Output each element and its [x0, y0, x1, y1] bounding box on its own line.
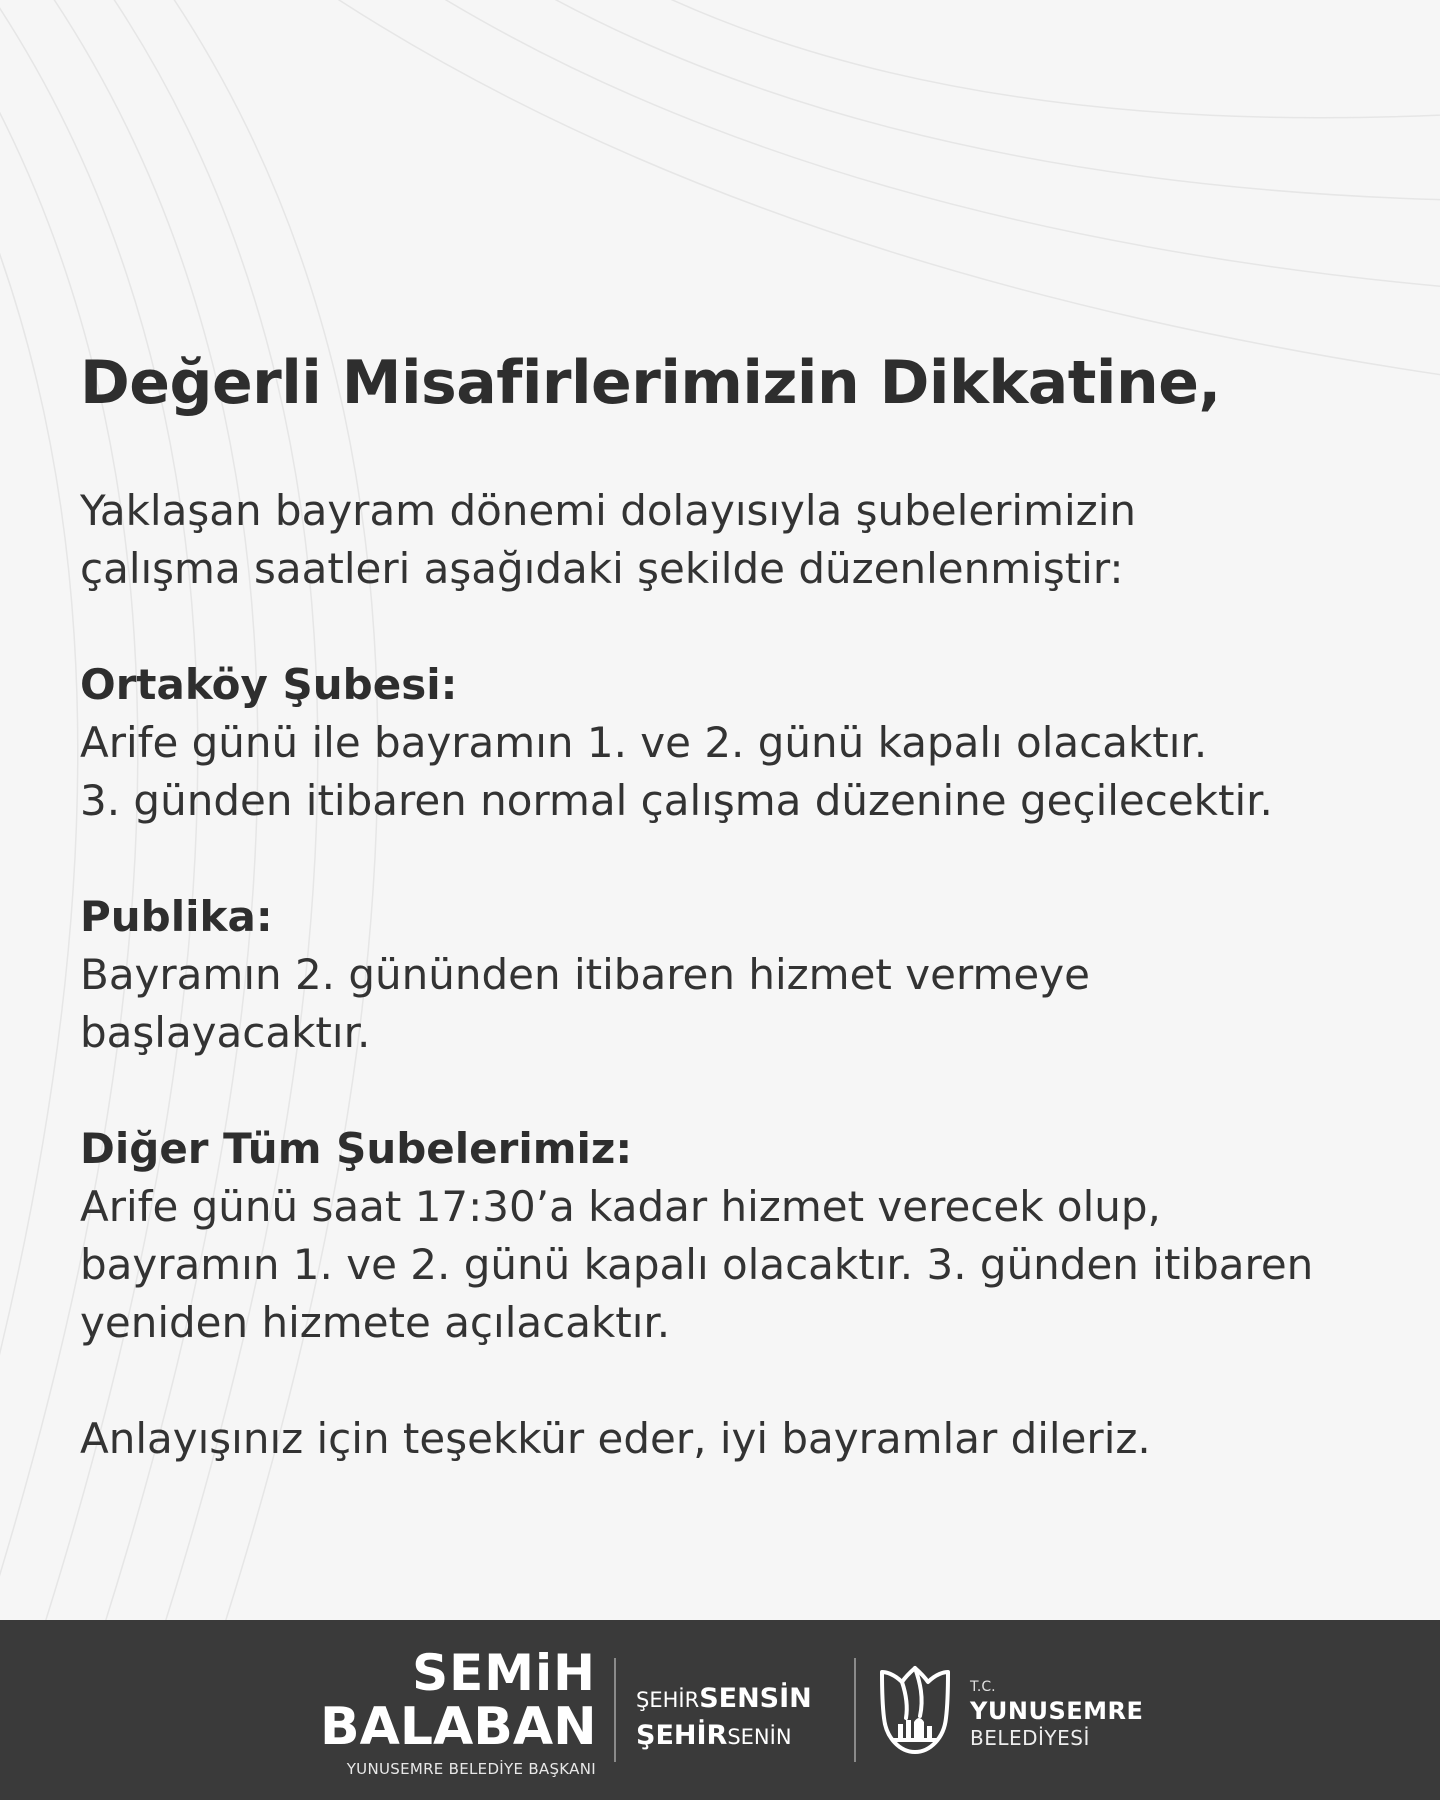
mayor-last-name: BALABAN [320, 1697, 597, 1757]
mayor-title: YUNUSEMRE BELEDİYE BAŞKANI [346, 1760, 596, 1778]
section-heading: Ortaköy Şubesi: [80, 660, 458, 709]
intro-line: çalışma saatleri aşağıdaki şekilde düzenlenmiştir: [80, 544, 1124, 593]
section-line: yeniden hizmete açılacaktır. [80, 1298, 671, 1347]
intro-paragraph [80, 482, 1380, 598]
notice-title: Değerli Misafirlerimizin Dikkatine, [80, 348, 1221, 418]
section-line: bayramın 1. ve 2. günü kapalı olacaktır. 3. günden itibaren [80, 1240, 1314, 1289]
section-publika [80, 888, 1380, 1062]
slogan-word: ŞEHİR [636, 1720, 728, 1751]
section-line: Arife günü ile bayramın 1. ve 2. günü kapalı olacaktır. [80, 718, 1208, 767]
section-line: Arife günü saat 17:30’a kadar hizmet verecek olup, [80, 1182, 1161, 1231]
slogan-logo [636, 1682, 836, 1756]
slogan-row [636, 1719, 836, 1756]
closing-line: Anlayışınız için teşekkür eder, iyi bayramlar dileriz. [80, 1414, 1151, 1463]
tulip-emblem-icon [876, 1662, 954, 1758]
intro-line: Yaklaşan bayram dönemi dolayısıyla şubelerimizin [80, 486, 1137, 535]
slogan-word: ŞEHİR [636, 1688, 700, 1712]
notice-content [80, 346, 1380, 1468]
municipality-tc: T.C. [970, 1679, 996, 1695]
footer-divider [854, 1658, 856, 1762]
slogan-word: SENİN [727, 1725, 792, 1749]
slogan-row [636, 1682, 836, 1719]
section-line: Bayramın 2. gününden itibaren hizmet vermeye [80, 950, 1090, 999]
footer-bar [0, 1620, 1440, 1800]
section-heading: Diğer Tüm Şubelerimiz: [80, 1124, 633, 1173]
section-other-branches [80, 1120, 1380, 1352]
mayor-name-logo [320, 1644, 597, 1757]
mayor-first-name: SEMiH [412, 1644, 596, 1702]
section-ortakoy [80, 656, 1380, 830]
section-heading: Publika: [80, 892, 273, 941]
slogan-word: SENSİN [699, 1683, 812, 1714]
footer-divider [614, 1658, 616, 1762]
municipality-logo [970, 1678, 1143, 1750]
section-line: başlayacaktır. [80, 1008, 371, 1057]
municipality-type: BELEDİYESİ [970, 1726, 1090, 1750]
municipality-name: YUNUSEMRE [970, 1697, 1144, 1725]
section-line: 3. günden itibaren normal çalışma düzenine geçilecektir. [80, 776, 1273, 825]
